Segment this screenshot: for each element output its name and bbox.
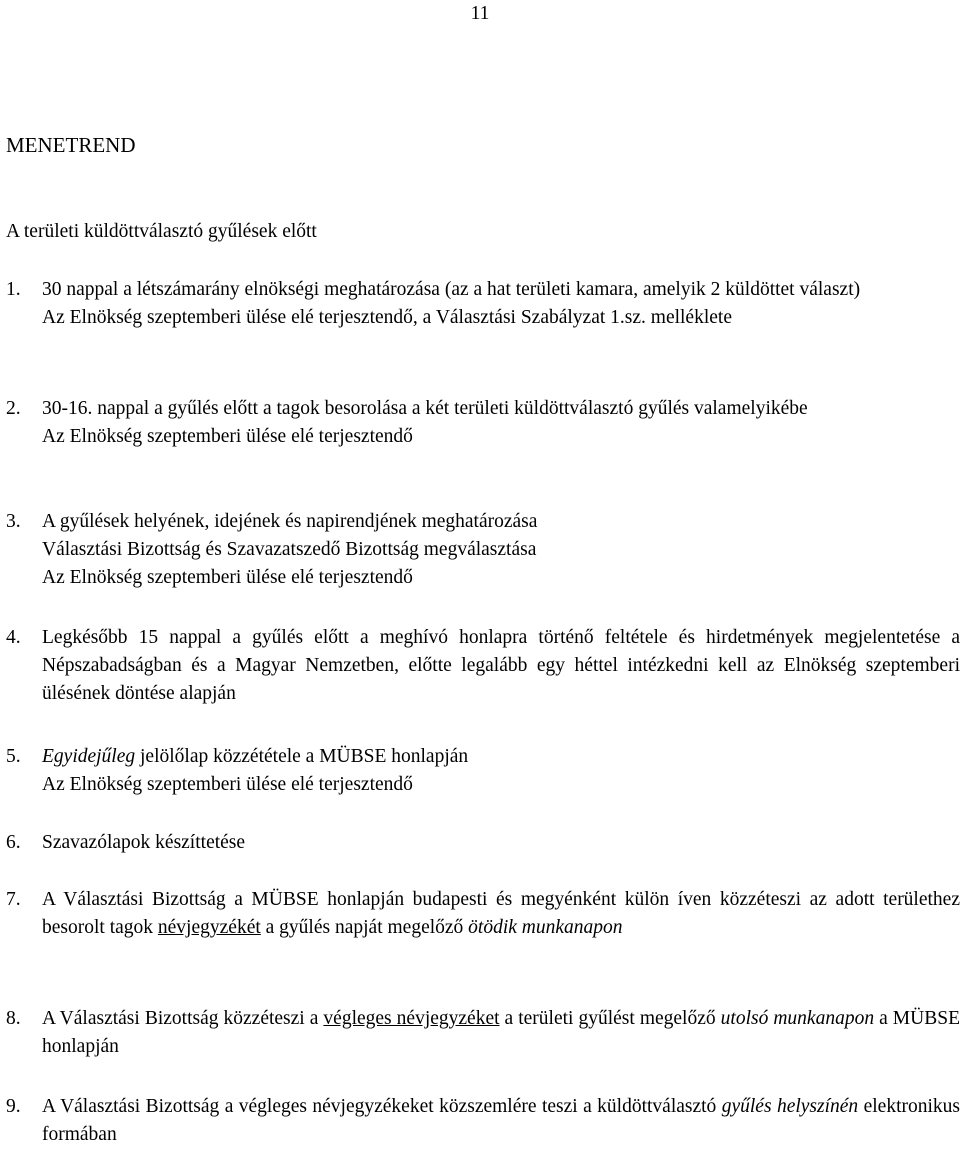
italic-term: gyűlés helyszínén bbox=[721, 1096, 859, 1117]
document-title: MENETREND bbox=[6, 133, 136, 157]
item-text-part: A Választási Bizottság közzéteszi a bbox=[42, 1008, 324, 1029]
agenda-item-5 bbox=[6, 743, 960, 799]
item-text-part: A Választási Bizottság a végleges névjegyzékeket közszemlére teszi a küldöttválasztó bbox=[42, 1096, 722, 1117]
item-text bbox=[42, 886, 960, 942]
item-note: Az Elnökség szeptemberi ülése elé terjesztendő bbox=[42, 774, 413, 795]
item-text-part: a területi gyűlést megelőző bbox=[499, 1008, 721, 1029]
item-text: Szavazólapok készíttetése bbox=[42, 832, 246, 853]
underlined-term: végleges névjegyzéket bbox=[323, 1008, 500, 1029]
agenda-item-4 bbox=[6, 624, 960, 708]
underlined-term: névjegyzékét bbox=[157, 917, 261, 938]
page-number: 11 bbox=[470, 3, 490, 24]
item-text: 30 nappal a létszámarány elnökségi meghatározása (az a hat területi kamara, amelyik 2 küldöttet választ) bbox=[42, 279, 861, 300]
item-number: 2. bbox=[6, 398, 21, 419]
item-text bbox=[42, 743, 960, 771]
italic-term: Egyidejűleg bbox=[42, 746, 136, 767]
item-text-part: A Választási Bizottság a MÜBSE honlapján budapesti és megyénként külön íven közzéteszi az adott területhez besorolt tagok bbox=[42, 889, 960, 938]
item-text-2: Választási Bizottság és Szavazatszedő Bizottság megválasztása bbox=[42, 539, 537, 560]
item-number: 5. bbox=[6, 746, 21, 767]
agenda-item-8 bbox=[6, 1005, 960, 1061]
item-number: 9. bbox=[6, 1096, 21, 1117]
italic-term: utolsó munkanapon bbox=[720, 1008, 875, 1029]
item-number: 4. bbox=[6, 627, 21, 648]
item-text-part: elektronikus formában bbox=[42, 1096, 960, 1145]
item-text-part: a gyűlés napját megelőző bbox=[260, 917, 469, 938]
agenda-item-9 bbox=[6, 1093, 960, 1149]
item-number: 3. bbox=[6, 511, 21, 532]
item-text: 30-16. nappal a gyűlés előtt a tagok besorolása a két területi küldöttválasztó gyűlés valamelyikébe bbox=[42, 398, 808, 419]
item-text-part: a MÜBSE honlapján bbox=[42, 1008, 960, 1057]
agenda-item-2 bbox=[6, 395, 960, 451]
section-subtitle: A területi küldöttválasztó gyűlések előtt bbox=[6, 221, 317, 242]
item-number: 8. bbox=[6, 1008, 21, 1029]
item-note: Az Elnökség szeptemberi ülése elé terjesztendő bbox=[42, 426, 413, 447]
item-text bbox=[42, 1005, 960, 1061]
item-number: 6. bbox=[6, 832, 21, 853]
item-note: Az Elnökség szeptemberi ülése elé terjesztendő, a Választási Szabályzat 1.sz. melléklete bbox=[42, 307, 732, 328]
item-text: A gyűlések helyének, idejének és napirendjének meghatározása bbox=[42, 511, 538, 532]
item-text bbox=[42, 1093, 960, 1149]
agenda-item-6 bbox=[6, 829, 960, 857]
agenda-item-3 bbox=[6, 508, 960, 592]
item-number: 7. bbox=[6, 889, 21, 910]
item-number: 1. bbox=[6, 279, 21, 300]
item-note: Az Elnökség szeptemberi ülése elé terjesztendő bbox=[42, 567, 413, 588]
agenda-item-1 bbox=[6, 276, 960, 332]
item-text: Legkésőbb 15 nappal a gyűlés előtt a meghívó honlapra történő feltétele és hirdetmények megjelentetése a Népszabadságban és a Magyar Nemzetben, előtte legalább egy héttel intézkedni kell az Elnökség szeptemberi ülésének döntése alapján bbox=[42, 627, 960, 704]
italic-term: ötödik munkanapon bbox=[468, 917, 623, 938]
item-text-rest: jelölőlap közzététele a MÜBSE honlapján bbox=[135, 746, 469, 767]
agenda-item-7 bbox=[6, 886, 960, 942]
